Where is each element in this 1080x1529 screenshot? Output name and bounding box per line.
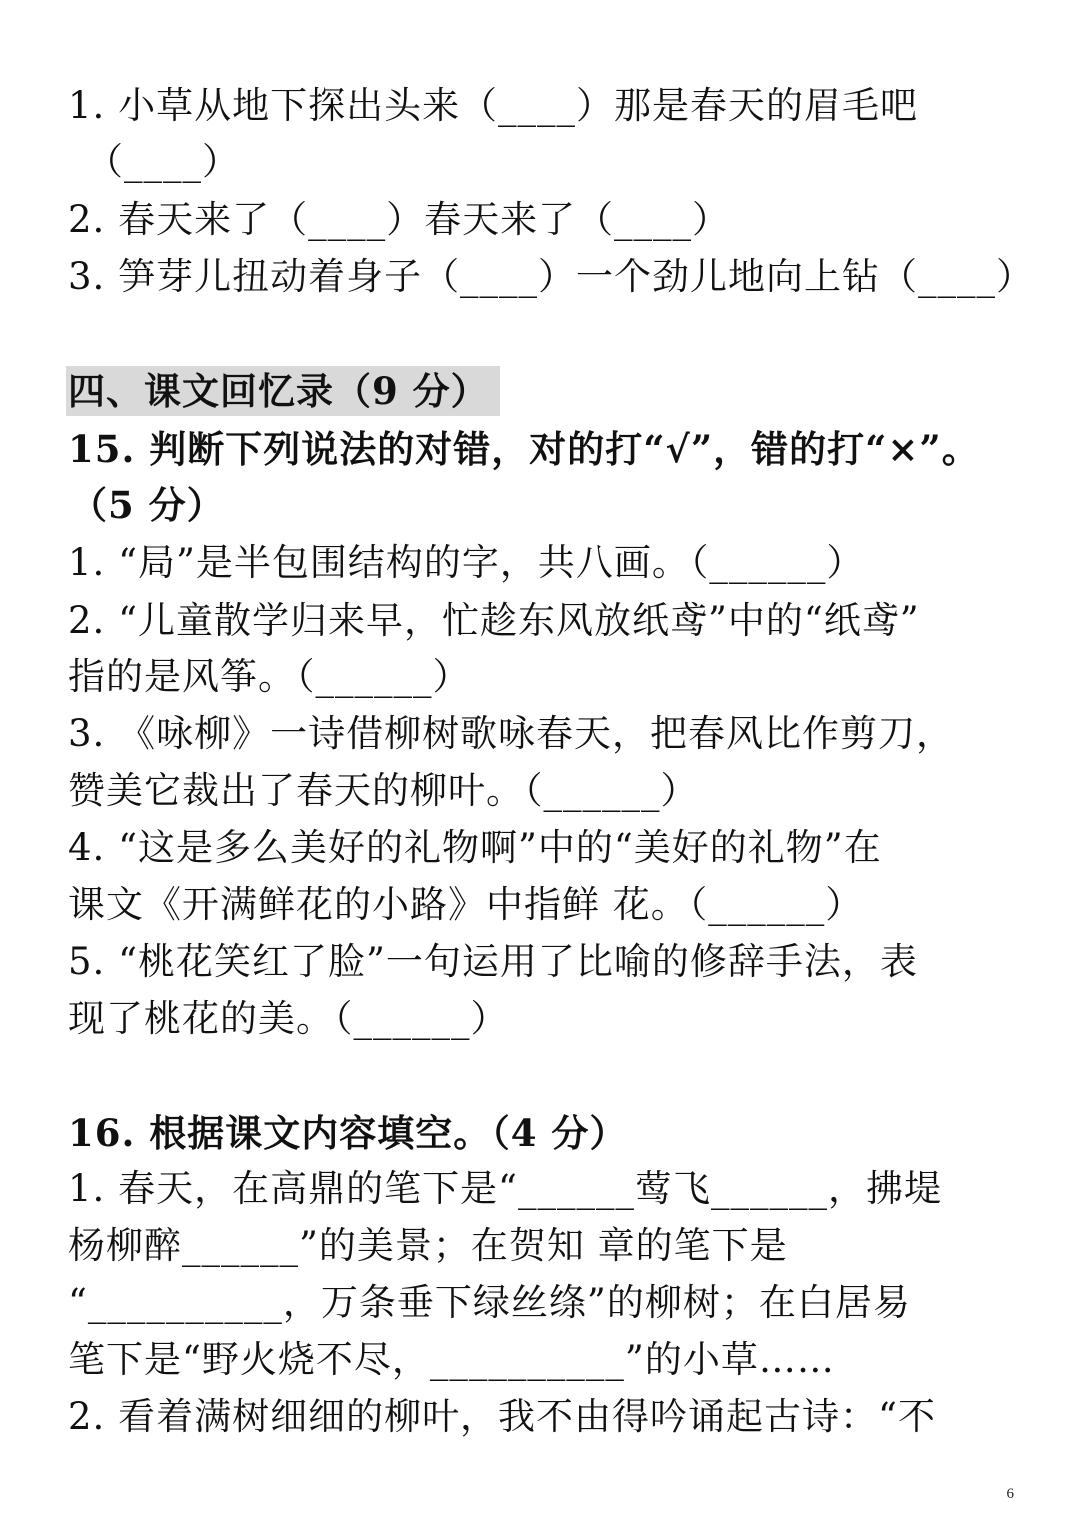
q15-line: 5. “桃花笑红了脸”一句运用了比喻的修辞手法，表 [68, 940, 918, 983]
q16-line: “__________，万条垂下绿丝绦”的柳树；在白居易 [68, 1281, 911, 1324]
q15-line: 现了桃花的美。（______） [68, 997, 509, 1040]
page-number: 6 [1006, 1486, 1014, 1502]
q15-line: 1. “局”是半包围结构的字，共八画。（______） [68, 541, 865, 584]
q16-line: 杨柳醉______”的美景；在贺知 章的笔下是 [68, 1224, 788, 1267]
q15-line: 3. 《咏柳》一诗借柳树歌咏春天，把春风比作剪刀， [68, 712, 955, 755]
q15-line: 赞美它裁出了春天的柳叶。（______） [68, 769, 699, 812]
q15-line: 2. “儿童散学归来早，忙趁东风放纸鸢”中的“纸鸢” [68, 599, 920, 642]
q16-line: 笔下是“野火烧不尽，__________”的小草…… [68, 1338, 835, 1381]
q15-line: 课文《开满鲜花的小路》中指鲜 花。（______） [68, 883, 864, 926]
q16-line: 2. 看着满树细细的柳叶，我不由得吟诵起古诗：“不 [68, 1395, 936, 1438]
q16-title: 16. 根据课文内容填空。（4 分） [68, 1111, 628, 1155]
q15-title: 15. 判断下列说法的对错，对的打“√”，错的打“×”。 [68, 427, 980, 471]
poem-fill-line-1: 1. 小草从地下探出头来（____）那是春天的眉毛吧 [68, 84, 919, 127]
q15-line: 4. “这是多么美好的礼物啊”中的“美好的礼物”在 [68, 826, 882, 869]
q15-line: 指的是风筝。（______） [68, 655, 471, 698]
q15-title-score: （5 分） [70, 483, 225, 527]
section-4-title: 四、课文回忆录（9 分） [68, 369, 489, 413]
q16-line: 1. 春天，在高鼎的笔下是“______莺飞______，拂堤 [68, 1167, 942, 1210]
poem-fill-line-3: 2. 春天来了（____）春天来了（____） [68, 198, 731, 241]
poem-fill-line-2: （____） [86, 140, 240, 183]
poem-fill-line-4: 3. 笋芽儿扭动着身子（____）一个劲儿地向上钻（____） [68, 255, 1035, 298]
